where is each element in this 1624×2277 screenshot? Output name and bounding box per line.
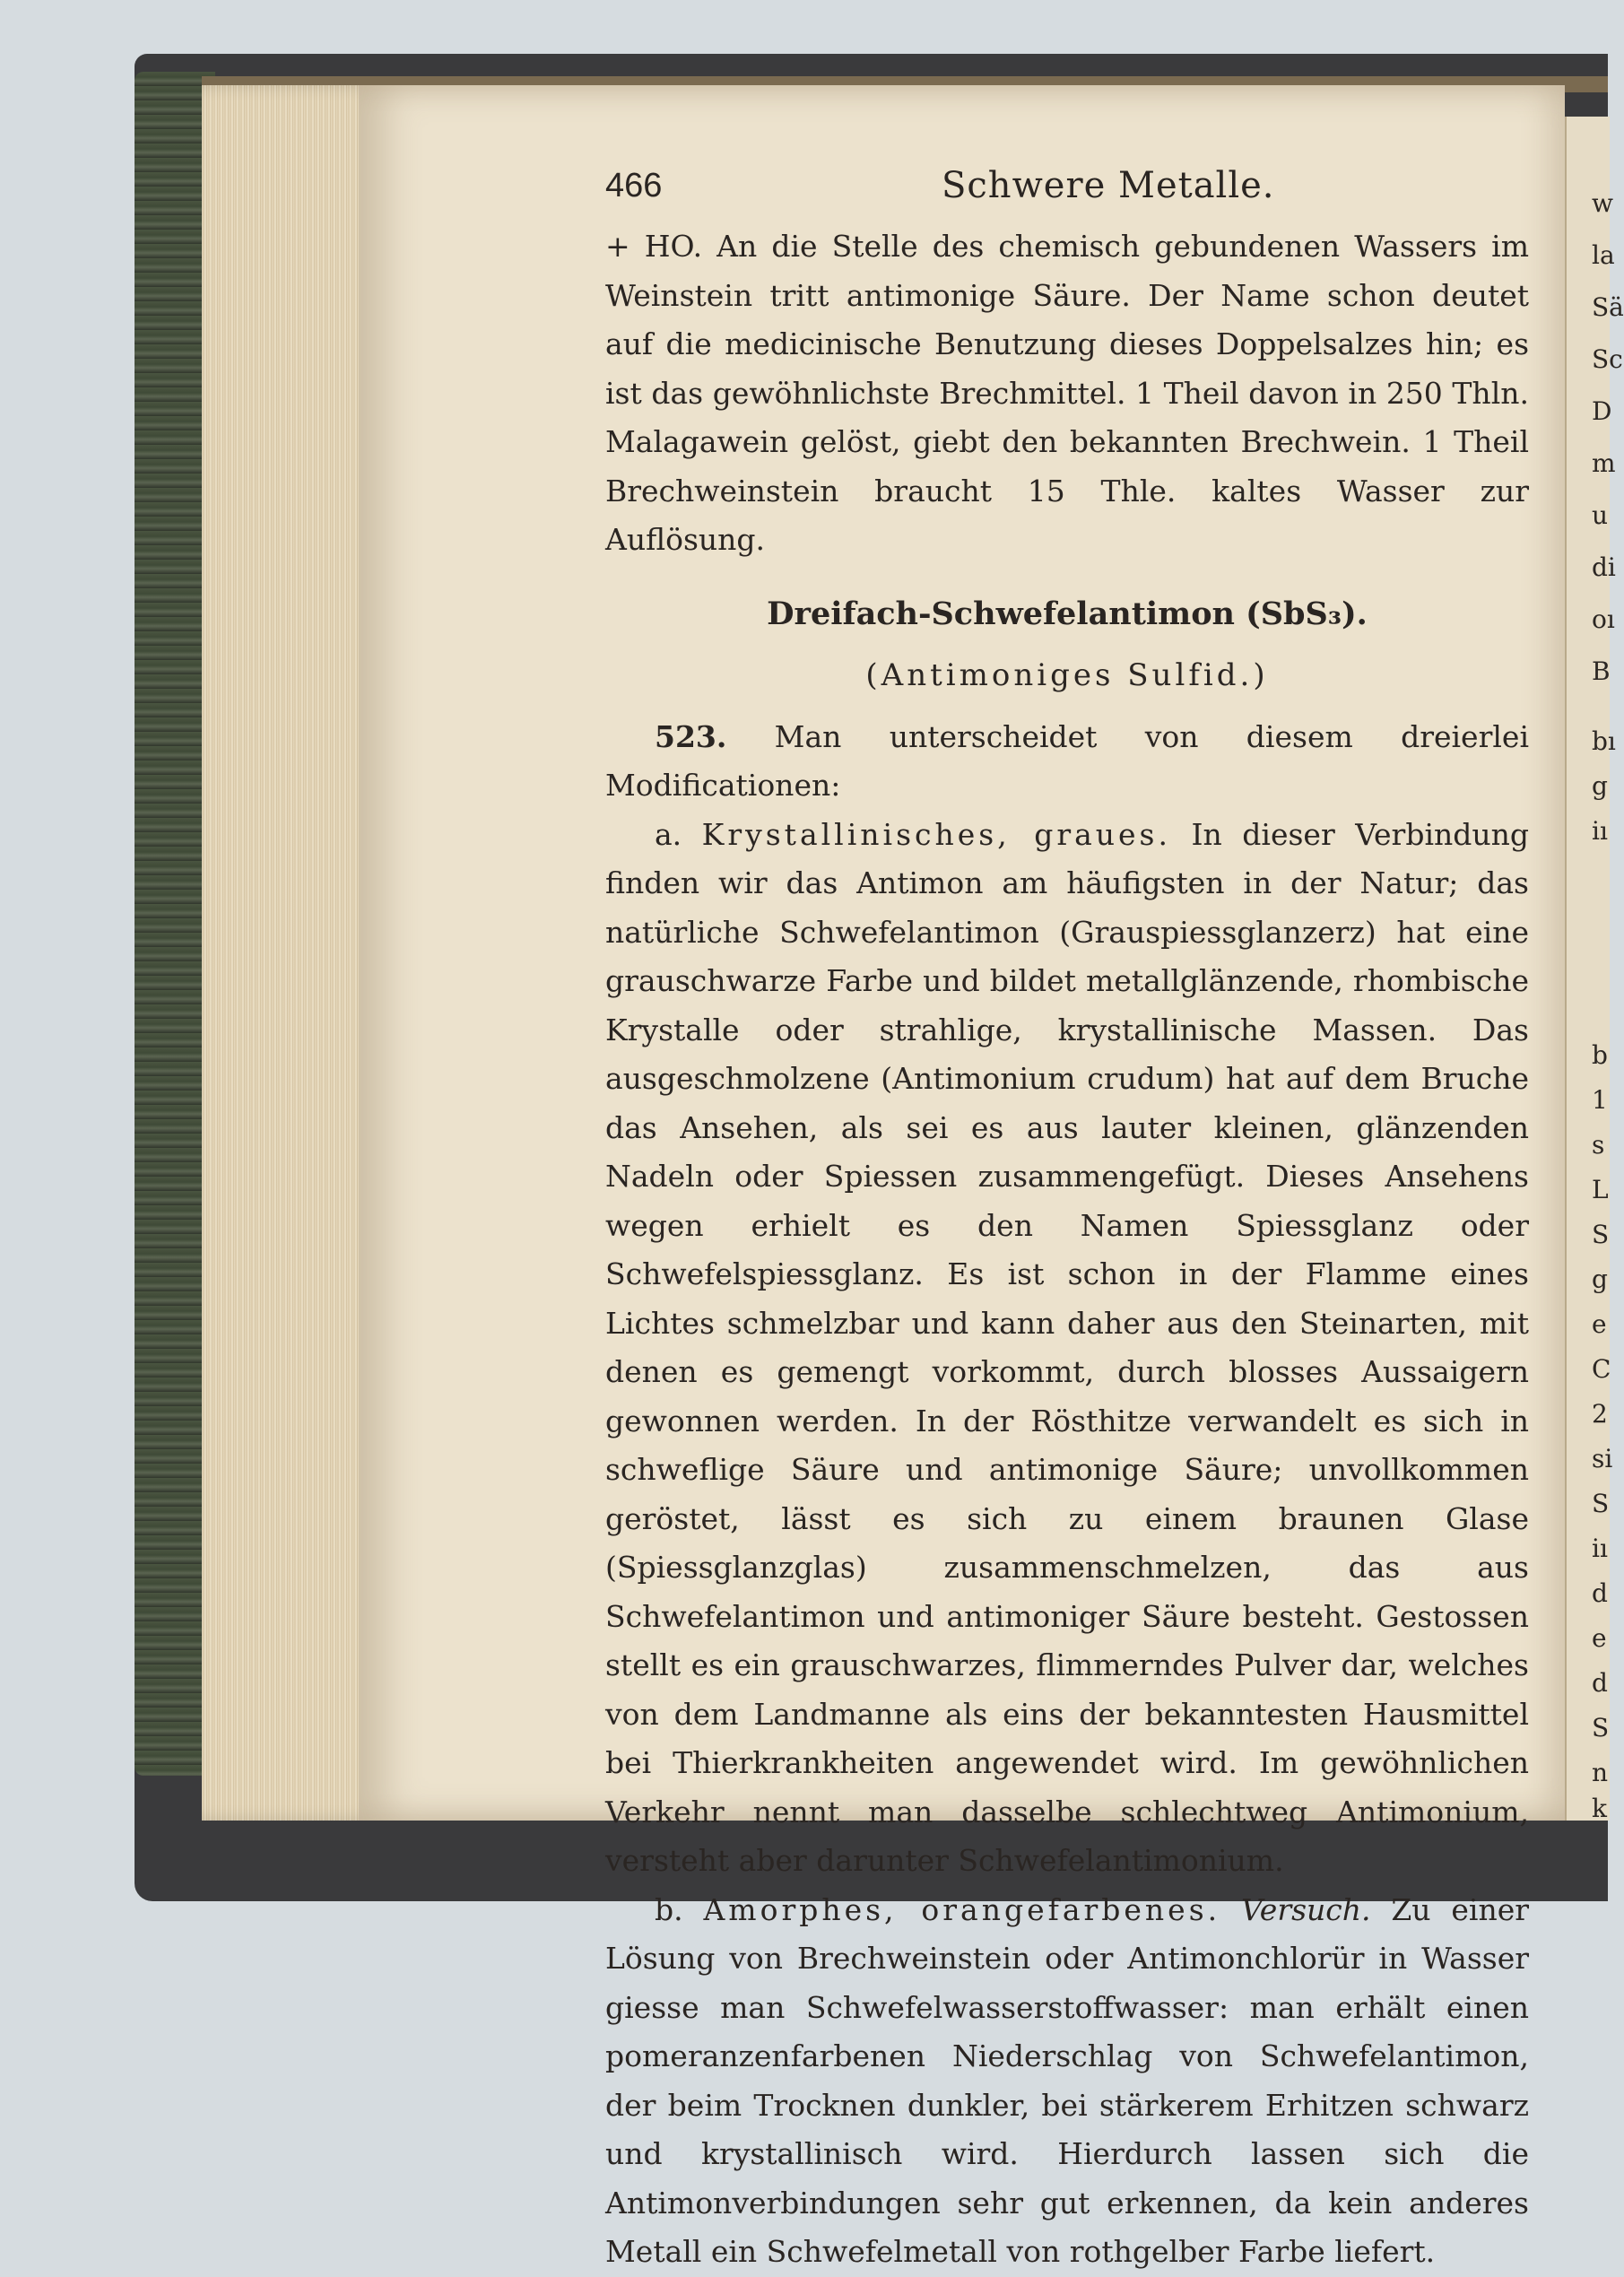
next-page-fragment: C bbox=[1592, 1354, 1611, 1384]
next-page-fragment: s bbox=[1592, 1130, 1605, 1160]
next-page-fragment: S bbox=[1592, 1713, 1610, 1743]
page-number: 466 bbox=[605, 167, 663, 204]
next-page-fragment: S bbox=[1592, 1489, 1610, 1518]
next-page-fragment: L bbox=[1592, 1175, 1609, 1204]
next-page-fragment: d bbox=[1592, 1668, 1608, 1698]
next-page-fragment: n bbox=[1592, 1758, 1609, 1787]
next-page-fragment: B bbox=[1592, 656, 1611, 686]
next-page-fragment: D bbox=[1592, 396, 1612, 426]
next-page-fragment: m bbox=[1592, 448, 1616, 478]
experiment-label: Versuch. bbox=[1240, 1891, 1371, 1927]
paragraph-number: 523. bbox=[655, 718, 727, 754]
next-page-fragment: iı bbox=[1592, 1534, 1608, 1563]
paragraph-b bbox=[605, 1886, 1529, 2277]
next-page-fragment: g bbox=[1592, 771, 1608, 801]
next-page-fragment: e bbox=[1592, 1623, 1607, 1653]
next-page-fragment: e bbox=[1592, 1309, 1607, 1339]
page-header bbox=[605, 161, 1529, 215]
page-edges bbox=[202, 85, 381, 1821]
paragraph-text: Man unterscheidet von diesem dreierlei Modificationen: bbox=[605, 718, 1529, 803]
next-page-fragment: di bbox=[1592, 552, 1616, 582]
next-page-fragment: Sä bbox=[1592, 292, 1624, 322]
next-page-fragment: 1 bbox=[1592, 1085, 1608, 1115]
paragraph-523 bbox=[605, 713, 1529, 811]
next-page-edge bbox=[1565, 117, 1624, 1823]
item-letter: a. bbox=[655, 816, 702, 852]
next-page-fragment: oı bbox=[1592, 604, 1615, 634]
next-page-fragment: si bbox=[1592, 1444, 1613, 1473]
paragraph-text: In dieser Verbindung finden wir das Antimon am häufigsten in der Natur; das natürliche Schwefelantimon (Grauspiessglanzerz) hat eine grauschwarze Farbe und bildet metallglänzende, rhombische Krystalle oder strahlige, krystallinische Massen. Das ausgeschmolzene (Antimonium crudum) hat auf dem Bruche das Ansehen, als sei es aus lauter kleinen, glänzenden Nadeln oder Spiessen zusammengefügt. Dieses Ansehens wegen erhielt es den Namen Spiessglanz oder Schwefelspiessglanz. Es ist schon in der Flamme eines Lichtes schmelzbar und kann daher aus den Steinarten, mit denen es gemengt vorkommt, durch blosses Aussaigern gewonnen werden. In der Rösthitze verwandelt es sich in schweflige Säure und antimonige Säure; unvollkommen geröstet, lässt es sich zu einem braunen Glase (Spiessglanzglas) zusammenschmelzen, das aus Schwefelantimon und antimoniger Säure besteht. Gestossen stellt es ein grauschwarzes, flimmerndes Pulver dar, welches von dem Landmanne als eins der bekanntesten Hausmittel bei Thierkrankheiten angewendet wird. Im gewöhnlichen Verkehr nennt man dasselbe schlechtweg Antimonium, versteht aber darunter Schwefelantimonium. bbox=[605, 816, 1530, 1878]
next-page-fragment: Sc bbox=[1592, 344, 1623, 374]
next-page-fragment: k bbox=[1592, 1794, 1607, 1823]
next-page-fragment: w bbox=[1592, 188, 1613, 218]
section-title: Dreifach-Schwefelantimon (SbS₃). bbox=[767, 595, 1368, 632]
item-term: Krystallinisches, graues. bbox=[701, 816, 1171, 852]
next-page-fragment: iı bbox=[1592, 816, 1608, 846]
next-page-fragment: la bbox=[1592, 240, 1615, 270]
next-page-fragment: u bbox=[1592, 500, 1609, 530]
next-page-fragment: 2 bbox=[1592, 1399, 1608, 1429]
next-page-fragment: b bbox=[1592, 1040, 1608, 1070]
intro-paragraph: + HO. An die Stelle des chemisch gebundenen Wassers im Weinstein tritt antimonige Säure. Der Name schon deutet auf die medicinische Benutzung dieses Doppelsalzes hin; es ist das gewöhnlichste Brechmittel. 1 Theil davon in 250 Thln. Malagawein gelöst, giebt den bekannten Brechwein. 1 Theil Brechweinstein braucht 15 Thle. kaltes Wasser zur Auflösung. bbox=[605, 229, 1529, 557]
next-page-fragment: S bbox=[1592, 1220, 1610, 1249]
next-page-fragment: g bbox=[1592, 1265, 1608, 1294]
next-page-fragment: bı bbox=[1592, 726, 1616, 756]
item-term: Amorphes, orangefarbenes. bbox=[703, 1891, 1221, 1927]
running-head: Schwere Metalle. bbox=[942, 165, 1275, 206]
section-subtitle: (Antimoniges Sulfid.) bbox=[865, 657, 1269, 693]
paragraph-a bbox=[605, 811, 1529, 1886]
paragraph-text: Zu einer Lösung von Brechweinstein oder Antimonchlorür in Wasser giesse man Schwefelwasserstoffwasser: man erhält einen pomeranzenfarbenen Niederschlag von Schwefelantimon, der beim Trocknen dunkler, bei stärkerem Erhitzen schwarz und krystallinisch wird. Hierdurch lassen sich die Antimonverbindungen sehr gut erkennen, da kein anderes Metall ein Schwefelmetall von rothgelber Farbe liefert. bbox=[605, 1891, 1530, 2269]
next-page-fragment: d bbox=[1592, 1578, 1608, 1608]
page-content bbox=[605, 161, 1529, 2277]
item-letter: b. bbox=[655, 1891, 704, 1927]
